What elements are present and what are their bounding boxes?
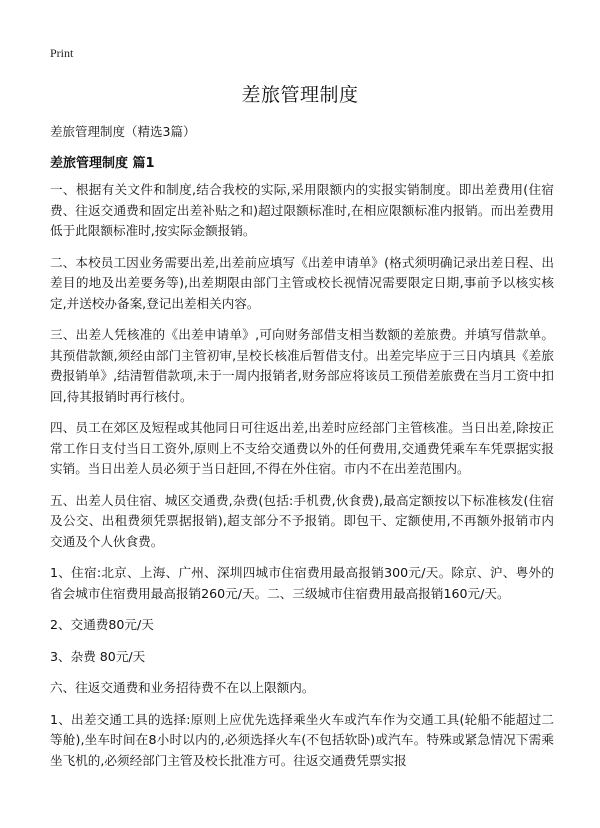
- print-link[interactable]: Print: [50, 46, 74, 60]
- paragraph-4: 四、员工在郊区及短程或其他同日可往返出差,出差时应经部门主管核准。当日出差,除按正常工作日支付当日工资外,原则上不支给交通费以外的任何费用,交通费凭乘车车凭票据实报实销。当日出差人员必须于当日赶回,不得在外住宿。市内不在出差范围内。: [50, 420, 554, 476]
- document-subtitle: 差旅管理制度（精选3篇）: [50, 124, 196, 139]
- paragraph-2: 二、本校员工因业务需要出差,出差前应填写《出差申请单》(格式须明确记录出差日程、出差目的地及出差要务等),出差期限由部门主管或校长视情况需要限定日期,事前予以核实核定,并送校办备案,登记出差相关内容。: [50, 254, 554, 311]
- paragraph-5: 五、出差人员住宿、城区交通费,杂费(包括:手机费,伙食费),最高定额按以下标准核发(住宿及公交、出租费须凭票据报销),超支部分不予报销。即包干、定额使用,不再额外报销市内交通及个人伙食费。: [50, 492, 554, 549]
- paragraph-6: 1、住宿:北京、上海、广州、深圳四城市住宿费用最高报销300元/天。除京、沪、粤外的省会城市住宿费用最高报销260元/天。二、三级城市住宿费用最高报销160元/天。: [50, 565, 554, 601]
- paragraph-10: 1、出差交通工具的选择:原则上应优先选择乘坐火车或汽车作为交通工具(轮船不能超过二等舱),坐车时间在8小时以内的,必须选择火车(不包括软卧)或汽车。特殊或紧急情况下需乘坐飞机的,必须经部门主管及校长批准方可。往返交通费凭票实报: [50, 711, 554, 768]
- paragraph-8: 3、杂费 80元/天: [50, 648, 146, 664]
- paragraph-3: 三、出差人凭核准的《出差申请单》,可向财务部借支相当数额的差旅费。并填写借款单。其预借款额,须经由部门主管初审,呈校长核准后暂借支付。出差完毕应于三日内填具《差旅费报销单》,结清暂借款项,未于一周内报销者,财务部应将该员工预借差旅费在当月工资中扣回,待其报销时再行核付。: [50, 327, 554, 404]
- paragraph-7: 2、交通费80元/天: [50, 617, 154, 632]
- paragraph-1: 一、根据有关文件和制度,结合我校的实际,采用限额内的实报实销制度。即出差费用(住宿费、往返交通费和固定出差补贴之和)超过限额标准时,在相应限额标准内报销。而出差费用低于此限额标准时,按实际金额报销。: [50, 182, 554, 238]
- document-title: 差旅管理制度: [241, 84, 359, 106]
- document-body: [50, 180, 554, 782]
- section-heading: 差旅管理制度 篇1: [50, 156, 155, 171]
- paragraph-9: 六、往返交通费和业务招待费不在以上限额内。: [50, 680, 315, 695]
